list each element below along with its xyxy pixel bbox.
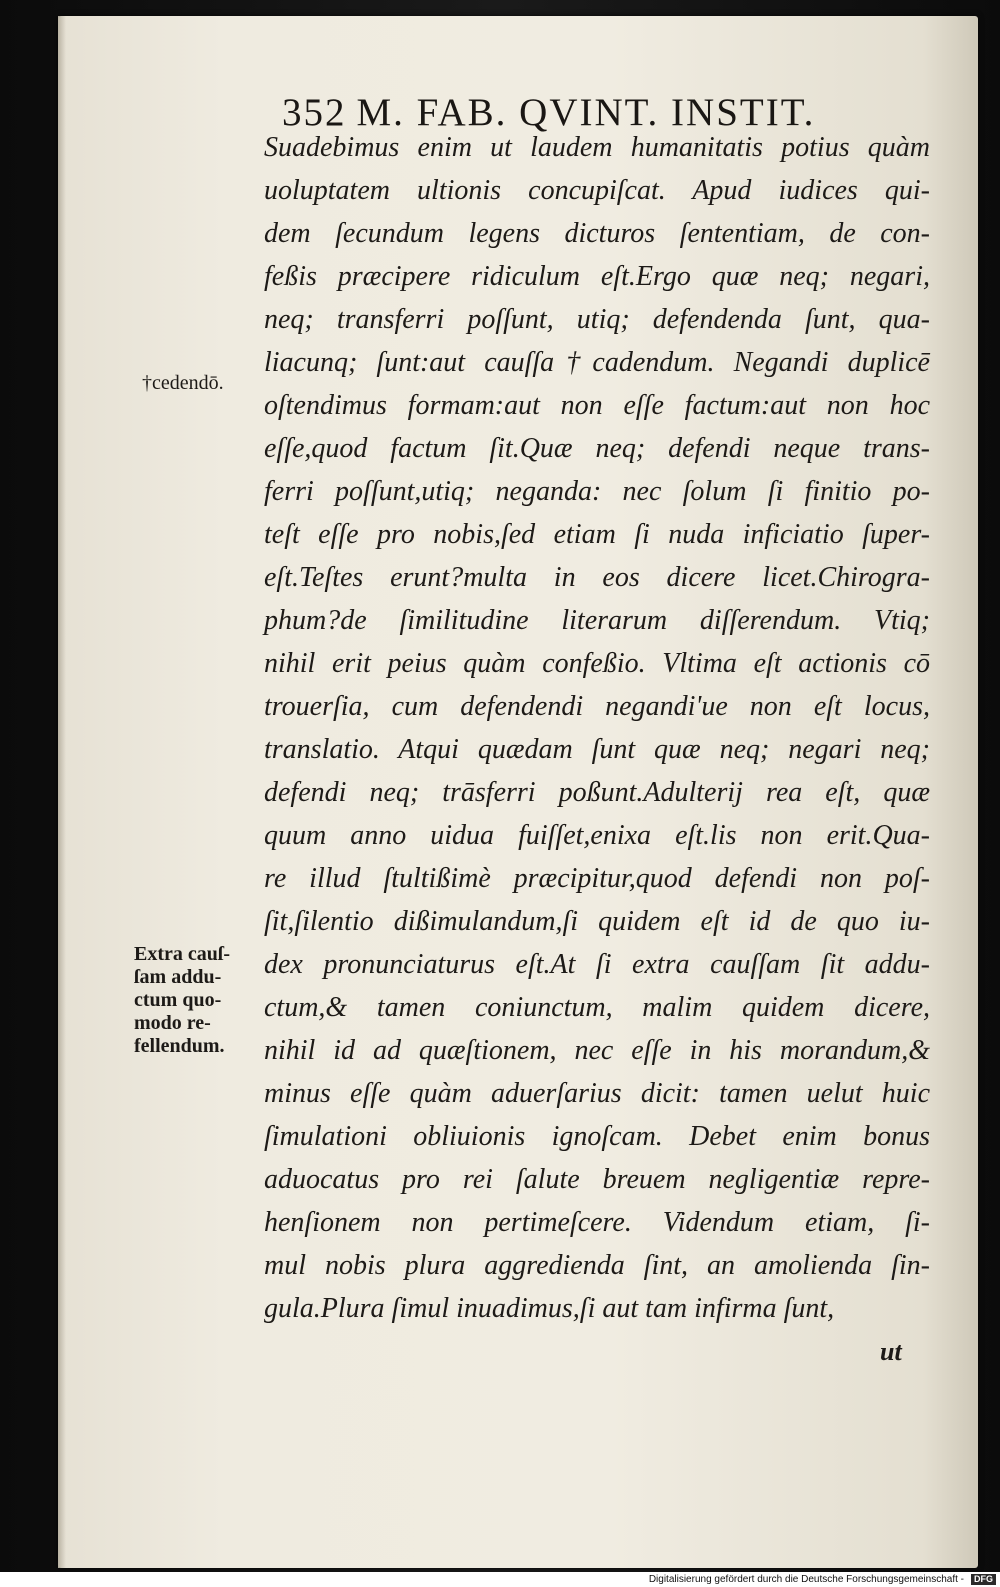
text-line: eſſe,quod factum ſit.Quæ neq; defendi neque trans- (264, 433, 930, 464)
marginal-note-line: fellendum. (134, 1035, 225, 1057)
text-line: mul nobis plura aggredienda ſint, an amolienda ſin- (264, 1250, 930, 1281)
text-line: Suadebimus enim ut laudem humanitatis potius quàm (264, 132, 930, 163)
text-line: phum?de ſimilitudine literarum diſſerendum. Vtiq; (264, 605, 930, 636)
text-line: trouerſia, cum defendendi negandi'ue non eſt locus, (264, 691, 930, 722)
text-line: dem ſecundum legens dicturos ſententiam, de con- (264, 218, 930, 249)
text-line: aduocatus pro rei ſalute breuem negligentiæ repre- (264, 1164, 930, 1195)
digitization-credit: Digitalisierung gefördert durch die Deutsche Forschungsgemeinschaft - (648, 1574, 964, 1585)
text-line: minus eſſe quàm aduerſarius dicit: tamen uelut huic (264, 1078, 930, 1109)
marginal-note-line: ctum quo- (134, 989, 222, 1011)
text-line: defendi neq; trāsferri poßunt.Adulterij rea eſt, quæ (264, 777, 930, 808)
text-line: feßis præcipere ridiculum eſt.Ergo quæ neq; negari, (264, 261, 930, 292)
marginal-note-line: Extra cauſ- (134, 943, 231, 965)
page-number: 352 (282, 91, 347, 134)
text-line: ſit,ſilentio dißimulandum,ſi quidem eſt id de quo iu- (264, 906, 930, 937)
marginal-note-line: ſam addu- (134, 966, 222, 988)
text-line: nihil erit peius quàm confeßio. Vltima eſt actionis cō (264, 648, 930, 679)
marginal-note-line: modo re- (134, 1012, 211, 1034)
text-line: eſt.Teſtes erunt?multa in eos dicere licet.Chirogra- (264, 562, 930, 593)
text-line: gula.Plura ſimul inuadimus,ſi aut tam infirma ſunt, (264, 1293, 835, 1324)
body-text (264, 126, 930, 1330)
text-line: dex pronunciaturus eſt.At ſi extra cauſſam ſit addu- (264, 949, 930, 980)
text-line: ſimulationi obliuionis ignoſcam. Debet enim bonus (264, 1121, 930, 1152)
marginal-note-extra-caussam (134, 943, 230, 1058)
text-line: translatio. Atqui quædam ſunt quæ neq; negari neq; (264, 734, 930, 765)
text-line: oſtendimus formam:aut non eſſe factum:aut non hoc (264, 390, 930, 421)
text-line: henſionem non pertimeſcere. Videndum etiam, ſi- (264, 1207, 930, 1238)
text-line: teſt eſſe pro nobis,ſed etiam ſi nuda inficiatio ſuper- (264, 519, 930, 550)
catchword: ut (880, 1337, 902, 1366)
text-line: re illud ſtultißimè præcipitur,quod defendi non poſ- (264, 863, 930, 894)
text-line: neq; transferri poſſunt, utiq; defendenda ſunt, qua- (264, 304, 930, 335)
dfg-logo: DFG (971, 1574, 996, 1585)
text-line: uoluptatem ultionis concupiſcat. Apud iudices qui- (264, 175, 930, 206)
text-line: ferri poſſunt,utiq; neganda: nec ſolum ſi finitio po- (264, 476, 930, 507)
text-line: quum anno uidua fuiſſet,enixa eſt.lis non erit.Qua- (264, 820, 930, 851)
text-line: liacunq; ſunt:aut cauſſa†cadendum. Negandi duplicē (264, 347, 930, 378)
marginal-note-cedendo: †cedendō. (142, 372, 224, 394)
text-line: nihil id ad quæſtionem, nec eſſe in his morandum,& (264, 1035, 930, 1066)
page-gutter-shadow (58, 16, 66, 1568)
text-line: ctum,& tamen coniunctum, malim quidem dicere, (264, 992, 930, 1023)
running-title: M. FAB. QVINT. INSTIT. (356, 91, 816, 134)
